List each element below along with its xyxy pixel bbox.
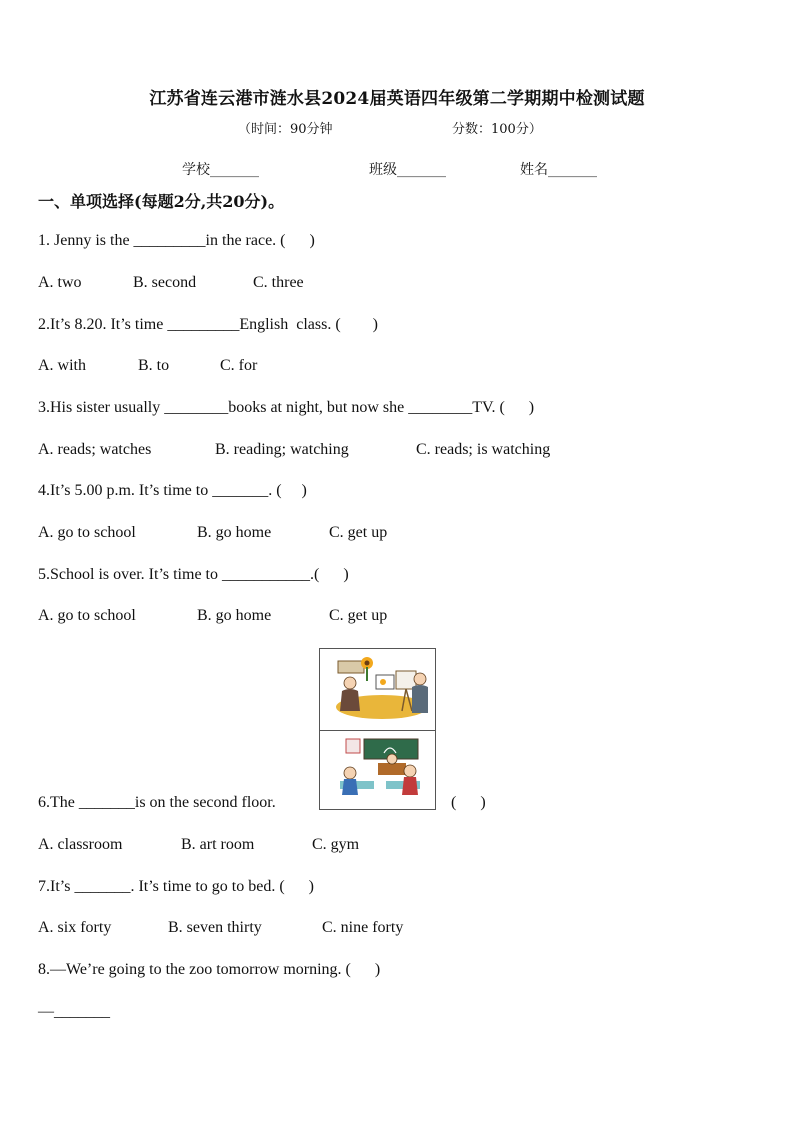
section-heading: 一、单项选择(每题2分,共20分)。	[38, 192, 285, 211]
page-title: 江苏省连云港市涟水县2024届英语四年级第二学期期中检测试题	[149, 89, 645, 109]
question-4: 4.It’s 5.00 p.m. It’s time to _______. ( )	[38, 482, 307, 499]
question-3: 3.His sister usually ________books at night, but now she ________TV. ( )	[38, 399, 535, 416]
q1-option-a: A. two	[38, 274, 82, 291]
q3-option-b: B. reading; watching	[215, 441, 349, 458]
exam-time: （时间：90分钟	[238, 122, 333, 137]
question-2: 2.It’s 8.20. It’s time _________English class. ( )	[38, 316, 378, 333]
question-6: 6.The _______is on the second floor.	[38, 794, 276, 811]
q7-option-b: B. seven thirty	[168, 919, 262, 936]
q4-option-b: B. go home	[197, 524, 272, 541]
question-5: 5.School is over. It’s time to ___________.( )	[38, 566, 349, 583]
q4-option-a: A. go to school	[38, 524, 136, 541]
q5-option-b: B. go home	[197, 607, 272, 624]
q3-option-a: A. reads; watches	[38, 441, 152, 458]
question-1: 1. Jenny is the _________in the race. ( )	[38, 232, 315, 249]
q2-option-c: C. for	[220, 357, 258, 374]
classroom-scene-icon	[320, 731, 435, 811]
class-field: 班级_______	[369, 162, 446, 178]
art-room-scene-icon	[320, 649, 435, 729]
q1-option-b: B. second	[133, 274, 197, 291]
question-8: 8.—We’re going to the zoo tomorrow morning. ( )	[38, 961, 381, 978]
q7-option-c: C. nine forty	[322, 919, 404, 936]
q5-option-a: A. go to school	[38, 607, 136, 624]
q5-option-c: C. get up	[329, 607, 388, 624]
q6-option-a: A. classroom	[38, 836, 123, 853]
q2-option-b: B. to	[138, 357, 170, 374]
q3-option-c: C. reads; is watching	[416, 441, 551, 458]
q6-option-c: C. gym	[312, 836, 360, 853]
question-6-figure	[319, 648, 436, 810]
q4-option-c: C. get up	[329, 524, 388, 541]
exam-score: 分数：100分）	[452, 122, 542, 137]
name-field: 姓名_______	[520, 162, 597, 178]
q8-answer-line: —_______	[38, 1003, 110, 1020]
school-field: 学校_______	[182, 162, 259, 178]
q6-option-b: B. art room	[181, 836, 255, 853]
q1-option-c: C. three	[253, 274, 304, 291]
q2-option-a: A. with	[38, 357, 86, 374]
q7-option-a: A. six forty	[38, 919, 112, 936]
q6-answer-paren: ( )	[451, 794, 486, 811]
question-7: 7.It’s _______. It’s time to go to bed. ( )	[38, 878, 314, 895]
